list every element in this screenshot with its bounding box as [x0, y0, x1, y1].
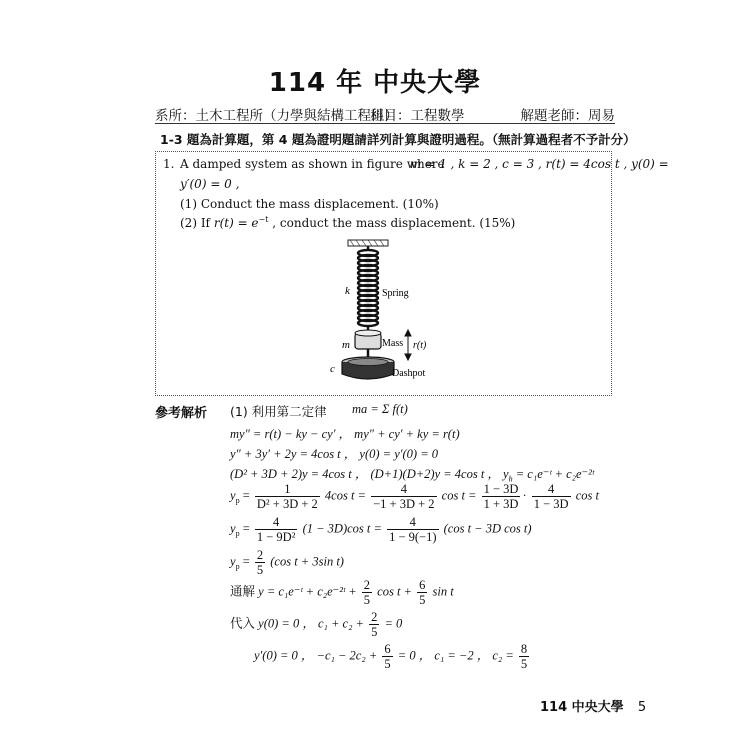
part2-suffix: , conduct the mass displacement. (15%): [272, 216, 516, 230]
part2-expr: r(t) = e: [213, 216, 259, 230]
label-k: k: [345, 285, 350, 297]
eq4-t3: cos t: [575, 488, 599, 503]
eq-line-6: $y_p$ = $\frac{2}{5}$ (cos t + 3sin t): [230, 548, 344, 577]
solution-step-label: (1) 利用第二定律: [230, 404, 327, 419]
eq-line-2: y″ + 3y′ + 2y = 4cos t ， y(0) = y′(0) = 0: [230, 447, 439, 461]
eq8-prefix: 代入: [230, 615, 256, 631]
spring-mass-dashpot-figure: [300, 236, 460, 386]
eq4-t2: cos t =: [441, 488, 477, 503]
teacher-label: 解題老師：周易: [520, 108, 615, 124]
eq5-lhs: y: [230, 521, 236, 536]
dashpot-icon: [342, 357, 394, 379]
eq-line-7: [230, 578, 454, 607]
header-divider: [155, 123, 615, 124]
question-intro: A damped system as shown in figure where: [180, 157, 445, 171]
eq4-frac1: $\frac{1}{\text{D² + 3D + 2}}$: [256, 482, 318, 511]
part2-exp: −t: [258, 215, 269, 224]
eq8-t1: y(0) = 0 ， c₁ + c₂ +: [258, 616, 364, 631]
eq-line-9: [254, 642, 531, 671]
eq9-t2: = 0 ， c₁ = −2 ， c₂ =: [397, 648, 514, 663]
eq9-frac1: $\frac{6}{5}$: [384, 642, 391, 671]
displacement-arrow-icon: [405, 330, 411, 360]
eq8-frac: $\frac{2}{5}$: [371, 610, 378, 639]
eq4-t1: 4cos t =: [324, 488, 366, 503]
eq-line-4: $y_p$ = $\frac{1}{\text{D² + 3D + 2}}$ 4cos t = $\frac{4}{-1 + 3D + 2}$ cos t = $\frac{1 - 3D}{1 + 3D}$ · $\frac{4}{1 - 3D}$ cos t: [230, 482, 599, 511]
eq7-frac2: $\frac{6}{5}$: [419, 578, 426, 607]
eq7-frac1: $\frac{2}{5}$: [363, 578, 371, 607]
solution-step-expr: ma = Σ f(t): [352, 402, 408, 416]
eq4-sub: p: [235, 495, 240, 505]
label-c: c: [330, 363, 335, 375]
eq5-frac1: $\frac{4}{\text{1 − 9D²}}$: [256, 515, 296, 544]
spring-icon: [358, 246, 378, 333]
mass-icon: [355, 330, 381, 349]
label-m: m: [342, 339, 350, 351]
eq4-frac4: $\frac{4}{1 - 3D}$: [533, 482, 569, 511]
label-mass: Mass: [382, 338, 404, 349]
eq6-t: (cos t + 3sin t): [270, 554, 344, 569]
label-r: r(t): [413, 340, 427, 351]
question-part1: (1) Conduct the mass displacement. (10%): [180, 197, 439, 211]
eq4-frac3: $\frac{1 - 3D}{1 + 3D}$: [483, 482, 519, 511]
eq5-frac2: $\frac{4}{1 - 9(-1)}$: [389, 515, 437, 544]
eq6-lhs: y: [230, 554, 236, 569]
eq6-frac: $\frac{2}{5}$: [256, 548, 264, 577]
eq7-t1: y = c₁e⁻ᵗ + c₂e⁻²ᵗ +: [258, 584, 357, 599]
eq-line-3-a: (D² + 3D + 2)y = 4cos t ， (D+1)(D+2)y = 4cos t ， y: [230, 467, 509, 481]
part2-prefix: (2) If: [180, 216, 210, 230]
subject-label: 科目：工程數學: [370, 108, 465, 124]
page-title: 114 年 中央大學: [268, 68, 482, 98]
label-spring: Spring: [382, 288, 409, 299]
footer-school: 114 中央大學: [540, 700, 624, 715]
eq-line-8: [230, 610, 402, 639]
solution-label: 參考解析: [155, 406, 208, 421]
eq8-t2: = 0: [384, 616, 403, 631]
eq7-prefix: 通解: [230, 583, 256, 599]
department-label: 系所：土木工程所（力學與結構工程組）: [155, 108, 398, 124]
eq7-t3: sin t: [432, 584, 454, 599]
eq4-frac2: $\frac{4}{-1 + 3D + 2}$: [373, 482, 435, 511]
eq-line-5: $y_p$ = $\frac{4}{\text{1 − 9D²}}$ (1 − 3D)cos t = $\frac{4}{1 - 9(-1)}$ (cos t − 3D cos t): [230, 515, 532, 544]
question-part2: [180, 215, 515, 230]
page-footer: [540, 696, 646, 715]
page-number: 5: [637, 700, 647, 715]
eq7-t2: cos t +: [377, 584, 412, 599]
eq-line-3-c: = c₁e⁻ᵗ + c₂e⁻²ᵗ: [512, 467, 595, 481]
eq5-t2: (cos t − 3D cos t): [443, 521, 532, 536]
eq4-lhs: y: [230, 488, 236, 503]
eq9-t1: y′(0) = 0 ， −c₁ − 2c₂ +: [254, 648, 378, 663]
eq-line-3-sub: h: [508, 474, 513, 484]
eq5-sub: p: [235, 528, 240, 538]
question-conditions: m = 1 , k = 2 , c = 3 , r(t) = 4cos t , y(0) =: [410, 157, 669, 171]
instructions: 1-3 題為計算題，第 4 題為證明題請詳列計算與證明過程。（無計算過程者不予計分）: [160, 132, 636, 147]
eq-line-3: [230, 464, 594, 484]
eq-line-1: my″ = r(t) − ky − cy′ ， my″ + cy′ + ky = r(t): [230, 427, 460, 441]
eq9-frac2: $\frac{8}{5}$: [520, 642, 528, 671]
eq5-t1: (1 − 3D)cos t =: [302, 521, 382, 536]
label-dashpot: Dashpot: [392, 368, 426, 379]
question-number: 1.: [163, 157, 175, 171]
eq6-sub: p: [235, 561, 240, 571]
question-conditions-cont: y′(0) = 0 ,: [180, 177, 240, 191]
